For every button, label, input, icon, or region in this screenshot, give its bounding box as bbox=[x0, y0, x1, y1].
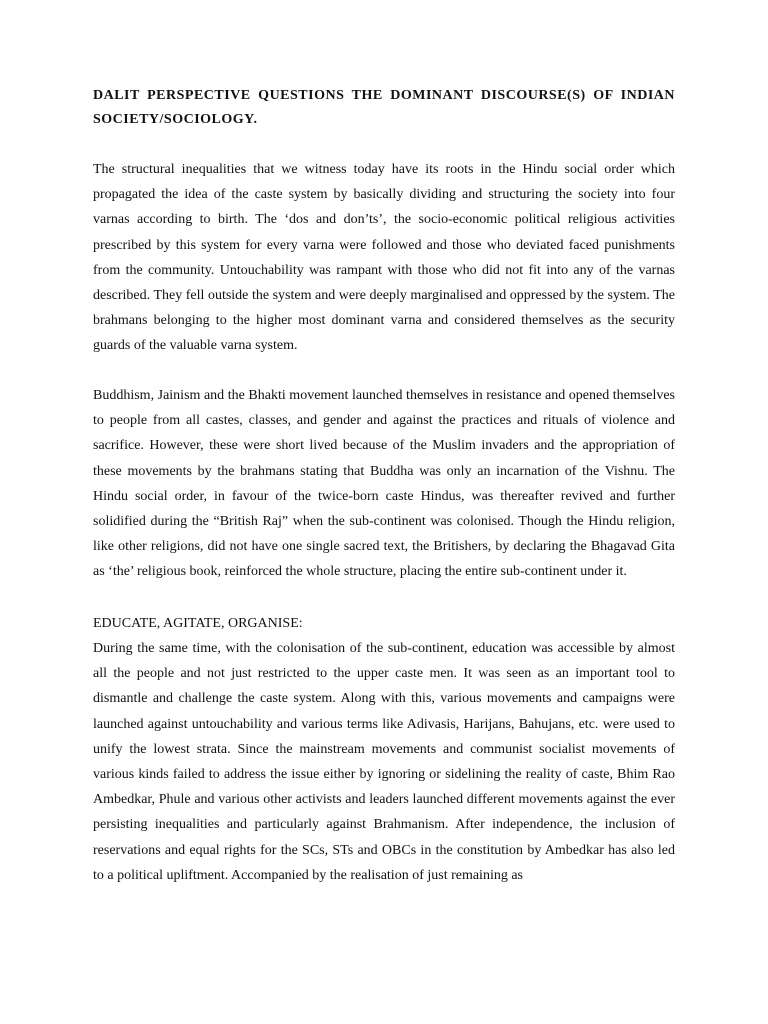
paragraph-resistance-movements: Buddhism, Jainism and the Bhakti movement launched themselves in resistance and opened themselves to people from all castes, classes, and gender and against the practices and rituals of violence and sacrifice. However, these were short lived because of the Muslim invaders and the appropriation of these movements by the brahmans stating that Buddha was only an incarnation of the Vishnu. The Hindu social order, in favour of the twice-born caste Hindus, was thereafter revived and further solidified during the “British Raj” when the sub-continent was colonised. Though the Hindu religion, like other religions, did not have one single sacred text, the Britishers, by declaring the Bhagavad Gita as ‘the’ religious book, reinforced the whole structure, placing the entire sub-continent under it. bbox=[93, 388, 675, 580]
paragraph-educate-agitate-organise: During the same time, with the colonisation of the sub-continent, education was accessible by almost all the people and not just restricted to the upper caste men. It was seen as an important tool to dismantle and challenge the caste system. Along with this, various movements and campaigns were launched against untouchability and various terms like Adivasis, Harijans, Bahujans, etc. were used to unify the lowest strata. Since the mainstream movements and communist socialist movements of various kinds failed to address the issue either by ignoring or sidelining the reality of caste, Bhim Rao Ambedkar, Phule and various other activists and leaders launched different movements against the ever persisting inequalities and particularly against Brahmanism. After independence, the inclusion of reservations and equal rights for the SCs, STs and OBCs in the constitution by Ambedkar has also led to a political upliftment. Accompanied by the realisation of just remaining as bbox=[93, 641, 675, 883]
document-title: DALIT PERSPECTIVE QUESTIONS THE DOMINANT DISCOURSE(S) OF INDIAN SOCIETY/SOCIOLOGY. bbox=[93, 88, 675, 127]
section-heading: EDUCATE, AGITATE, ORGANISE: bbox=[93, 616, 303, 631]
paragraph-caste-system: The structural inequalities that we witness today have its roots in the Hindu social order which propagated the idea of the caste system by basically dividing and structuring the society into four varnas according to birth. The ‘dos and don’ts’, the socio-economic political religious activities prescribed by this system for every varna were followed and those who deviated faced punishments from the community. Untouchability was rampant with those who did not fit into any of the varnas described. They fell outside the system and were deeply marginalised and oppressed by the system. The brahmans belonging to the higher most dominant varna and considered themselves as the security guards of the valuable varna system. bbox=[93, 162, 675, 354]
